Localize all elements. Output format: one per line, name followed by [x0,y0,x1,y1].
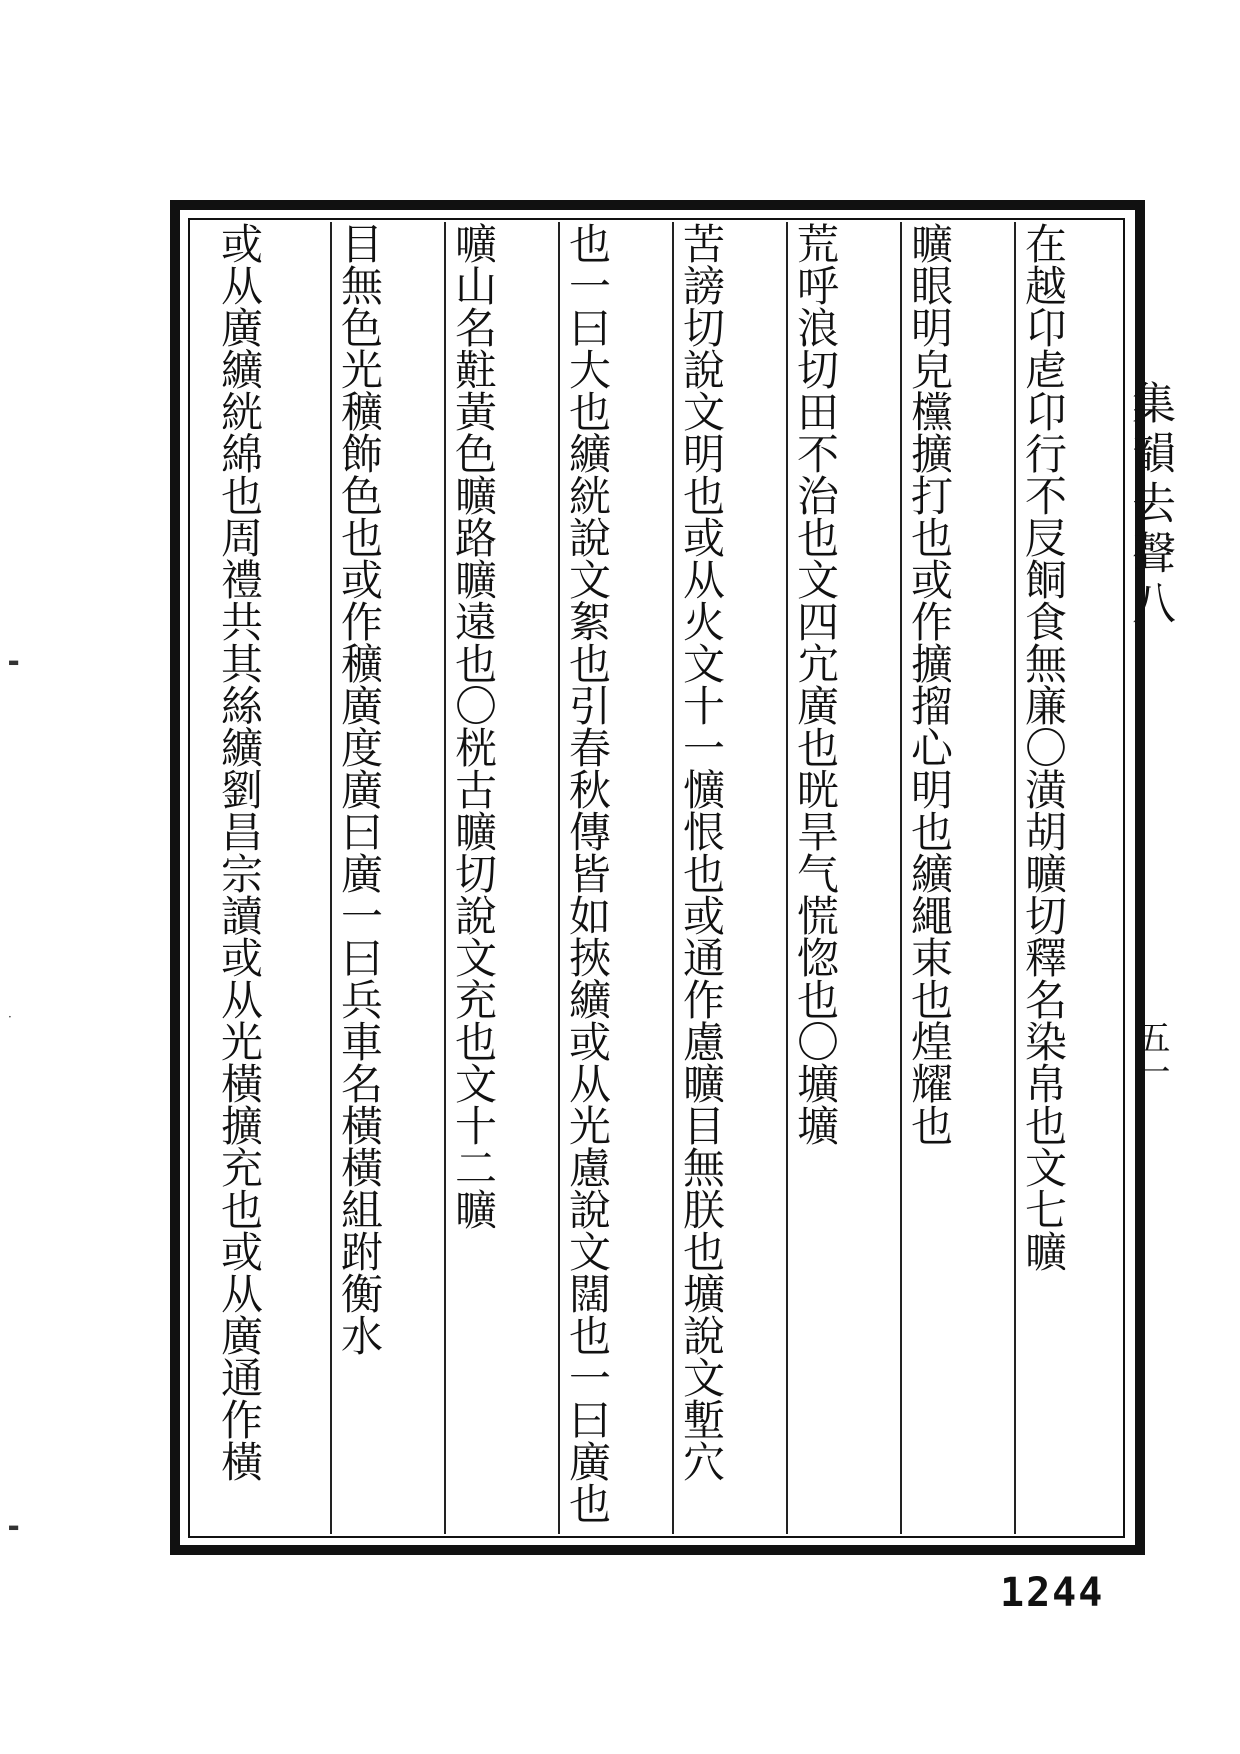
text-column-1 [1018,222,1130,1534]
scan-speck: · [8,1010,12,1024]
column-text: 曠眼明皃欓擴打也或作擴㨨心明也纊繩束也煌耀也 [905,222,954,1146]
scan-speck: ▬ [8,1520,20,1534]
page-number: 1244 [1000,1570,1105,1616]
text-column-8 [214,222,326,1534]
column-divider [330,222,332,1534]
margin-leaf-number: 五一 [1130,1020,1170,1088]
text-column-2 [904,222,1016,1534]
column-text: 也一曰大也纊絖說文絮也引春秋傳皆如挾纊或从光慮說文闊也一曰廣也 [563,222,612,1524]
column-text: 苦謗切說文明也或从火文十一懭恨也或通作慮曠目無朕也壙說文塹穴 [677,222,726,1482]
scan-speck: ▬ [8,655,20,669]
column-text: 在越卬䖈卬行不㞋餇食無廉〇潢胡曠切釋名染帛也文七曠 [1019,222,1068,1272]
column-text: 目無色光穬飾色也或作穬廣度廣曰廣一曰兵車名橫橫組跗衡水 [335,222,384,1356]
text-column-5 [562,222,674,1534]
column-text: 或从廣纊絖綿也周禮共其絲纊劉昌宗讀或从光橫擴充也或从廣通作橫 [215,222,264,1482]
margin-book-title: 集韻去聲八 [1124,380,1175,630]
column-text: 荒呼浪切田不治也文四宂廣也晄旱气慌惚也〇壙壙 [791,222,840,1146]
text-column-6 [448,222,560,1534]
text-column-4 [676,222,788,1534]
text-column-3 [790,222,902,1534]
column-text: 嚝山名黈黃色曠路曠遠也〇桄古曠切說文充也文十二曠 [449,222,498,1230]
text-column-7 [334,222,446,1534]
